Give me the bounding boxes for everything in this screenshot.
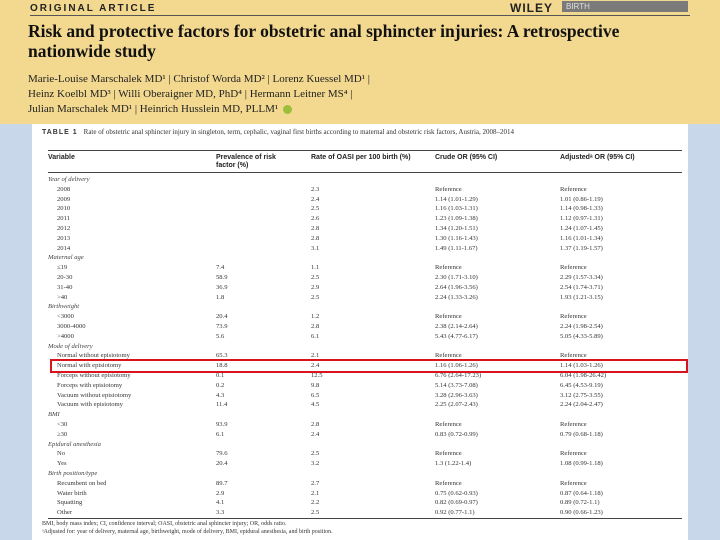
- table-cell: 0.75 (0.62-0.93): [435, 489, 478, 497]
- table-cell: 0.89 (0.72-1.1): [560, 499, 600, 507]
- table-cell: 2012: [57, 225, 71, 232]
- table-cell: 4.3: [216, 391, 225, 399]
- table-cell: 1.16 (1.06-1.26): [435, 362, 478, 370]
- table-row: [48, 449, 682, 459]
- table-section-row: [48, 440, 682, 450]
- table-cell: 1.16 (1.01-1.34): [560, 234, 603, 242]
- table-cell: 11.4: [216, 401, 228, 409]
- table-cell: 0.79 (0.68-1.18): [560, 430, 603, 438]
- table-cell: 1.23 (1.09-1.38): [435, 215, 478, 223]
- table-cell: 1.24 (1.07-1.45): [560, 225, 603, 232]
- table-cell: 2.8: [311, 225, 320, 232]
- column-header: Crude OR (95% CI): [435, 154, 498, 161]
- table-cell: BMI: [48, 411, 60, 419]
- table-cell: 1.37 (1.19-1.57): [560, 244, 603, 252]
- table-cell: 5.43 (4.77-6.17): [435, 332, 478, 340]
- table-cell: 9.8: [311, 381, 320, 389]
- table-cell: 93.9: [216, 421, 228, 428]
- table-section-row: [48, 410, 682, 420]
- table-cell: 79.6: [216, 450, 228, 458]
- table-cell: Reference: [435, 450, 462, 458]
- table-cell: 0.90 (0.66-1.23): [560, 509, 603, 517]
- table-cell: 2.9: [216, 489, 225, 497]
- table-cell: 2009: [57, 195, 71, 203]
- table-cell: 2.1: [311, 352, 320, 360]
- table-cell: Yes: [57, 460, 67, 468]
- table-cell: 2.8: [311, 421, 320, 428]
- table-cell: 36.9: [216, 283, 228, 291]
- table-cell: ≥30: [57, 430, 68, 438]
- table-cell: >4000: [57, 332, 74, 340]
- table-cell: 2.8: [311, 323, 320, 330]
- table-row: [48, 244, 682, 254]
- table-cell: 12.5: [311, 372, 323, 379]
- table-cell: 2.4: [311, 430, 320, 438]
- table-cell: 6.04 (1.98-26.42): [560, 372, 607, 379]
- table-cell: Mode of delivery: [48, 342, 93, 350]
- table-cell: 1.12 (0.97-1.31): [560, 215, 603, 223]
- table-cell: 1.3 (1.22-1.4): [435, 460, 472, 468]
- table-cell: 2.54 (1.74-3.71): [560, 283, 603, 291]
- table-cell: Reference: [560, 479, 587, 487]
- table-cell: 6.1: [216, 430, 225, 438]
- table-cell: 31-40: [57, 283, 73, 291]
- table-cell: 2.2: [311, 499, 320, 507]
- table-cell: 2011: [57, 215, 70, 223]
- table-cell: 2.5: [311, 205, 320, 213]
- table-row: [48, 293, 682, 303]
- table-cell: Water birth: [57, 489, 87, 497]
- table-cell: 2.5: [311, 293, 320, 301]
- table-cell: ≤19: [57, 264, 68, 272]
- table-row: [48, 214, 682, 224]
- table-cell: 65.3: [216, 352, 228, 360]
- table-cell: 1.1: [311, 264, 320, 272]
- table-row: [48, 489, 682, 499]
- table-cell: Reference: [435, 352, 462, 360]
- table-cell: 3.12 (2.75-3.55): [560, 391, 603, 399]
- highlight-box: [50, 359, 688, 373]
- table-cell: 6.76 (2.64-17.23): [435, 372, 482, 379]
- table-cell: 1.16 (1.03-1.31): [435, 205, 478, 213]
- orcid-icon[interactable]: [283, 105, 292, 114]
- table-row: [48, 234, 682, 244]
- table-cell: 2.24 (1.98-2.54): [560, 323, 603, 330]
- table-cell: 1.01 (0.86-1.19): [560, 195, 603, 203]
- table-cell: 1.14 (0.98-1.33): [560, 205, 603, 213]
- table-cell: 20-30: [57, 274, 73, 281]
- table-cell: 6.1: [311, 332, 320, 340]
- table-cell: Forceps with episiotomy: [57, 381, 123, 389]
- table-cell: <3000: [57, 313, 74, 321]
- table-cell: Reference: [560, 313, 587, 321]
- table-cell: Reference: [560, 264, 587, 272]
- table-cell: 2.5: [311, 274, 320, 281]
- table-cell: Maternal age: [48, 254, 84, 262]
- table-cell: Normal with episiotomy: [57, 362, 122, 370]
- journal-brand-box: BIRTH: [562, 1, 688, 12]
- table-section-row: [48, 175, 682, 185]
- table-cell: 2.5: [311, 509, 320, 517]
- column-header: Variable: [48, 154, 75, 161]
- table-cell: 18.8: [216, 362, 228, 370]
- table-cell: 0.2: [216, 381, 225, 389]
- table-cell: 1.14 (1.03-1.26): [560, 362, 603, 370]
- article-type-label: ORIGINAL ARTICLE: [30, 3, 157, 14]
- table-header-rule: [48, 172, 682, 173]
- table-row: [48, 195, 682, 205]
- table-cell: Reference: [435, 479, 462, 487]
- table-cell: 4.5: [311, 401, 320, 409]
- table-cell: 5.05 (4.33-5.89): [560, 332, 603, 340]
- table-cell: Vacuum with episiotomy: [57, 401, 123, 409]
- table-cell: Reference: [560, 450, 587, 458]
- table-cell: Reference: [435, 185, 462, 193]
- table-cell: 2.24 (1.33-3.26): [435, 293, 478, 301]
- table-caption: [42, 128, 682, 137]
- table-row: [48, 312, 682, 322]
- table-cell: 1.34 (1.20-1.51): [435, 225, 478, 232]
- table-row: [48, 204, 682, 214]
- table-cell: Squatting: [57, 499, 83, 507]
- table-cell: <30: [57, 421, 68, 428]
- table-cell: Recumbent on bed: [57, 479, 107, 487]
- table-row: [48, 273, 682, 283]
- table-cell: 3.28 (2.96-3.63): [435, 391, 478, 399]
- column-header: Prevalence of risk factor (%): [216, 154, 276, 169]
- table-cell: 2.38 (2.14-2.64): [435, 323, 478, 330]
- table-bottom-rule: [48, 518, 682, 519]
- table-row: [48, 381, 682, 391]
- table-cell: 3000-4000: [57, 323, 86, 330]
- table-cell: 2.7: [311, 479, 320, 487]
- table-cell: Reference: [435, 264, 462, 272]
- table-row: [48, 420, 682, 430]
- table-row: [48, 283, 682, 293]
- article-header: [0, 0, 720, 124]
- table-cell: 1.30 (1.16-1.43): [435, 234, 478, 242]
- table-cell: 6.5: [311, 391, 320, 399]
- table-cell: Normal without episiotomy: [57, 352, 130, 360]
- table-cell: Other: [57, 509, 73, 517]
- table-cell: No: [57, 450, 66, 458]
- table-row: [48, 391, 682, 401]
- table-cell: 1.2: [311, 313, 320, 321]
- table-cell: 2.9: [311, 283, 320, 291]
- table-cell: 4.1: [216, 499, 225, 507]
- table-row: [48, 479, 682, 489]
- table-cell: Reference: [560, 185, 587, 193]
- table-cell: 0.82 (0.69-0.97): [435, 499, 478, 507]
- table-cell: 0.87 (0.64-1.18): [560, 489, 603, 497]
- table-row: [48, 430, 682, 440]
- table-cell: 3.2: [311, 460, 320, 468]
- table-page: [32, 124, 688, 540]
- table-cell: 2.5: [311, 450, 320, 458]
- header-rule: [30, 15, 690, 16]
- author-line: Heinz Koelbl MD³ | Willi Oberaigner MD, PhD⁴ | Hermann Leitner MS⁴ |: [28, 88, 353, 100]
- table-cell: Reference: [435, 313, 462, 321]
- table-section-row: [48, 302, 682, 312]
- column-header: Adjustedᵃ OR (95% CI): [560, 154, 635, 161]
- table-row: [48, 459, 682, 469]
- table-section-row: [48, 253, 682, 263]
- table-cell: 3.3: [216, 509, 225, 517]
- author-line-text: Julian Marschalek MD¹ | Heinrich Husslein MD, PLLM¹: [28, 103, 279, 115]
- table-cell: Reference: [560, 421, 587, 428]
- table-cell: 2.1: [311, 489, 320, 497]
- author-list: [28, 72, 693, 117]
- table-row: [48, 400, 682, 410]
- table-section-row: [48, 469, 682, 479]
- table-cell: 5.14 (3.73-7.08): [435, 381, 478, 389]
- table-top-rule: [48, 150, 682, 151]
- article-title: Risk and protective factors for obstetric anal sphincter injuries: A retrospective nationwide study: [28, 21, 620, 61]
- publisher-logo: WILEY: [510, 1, 553, 15]
- table-cell: 2014: [57, 244, 71, 252]
- column-header: Rate of OASI per 100 birth (%): [311, 154, 411, 161]
- table-cell: 2.3: [311, 185, 320, 193]
- table-cell: 0.92 (0.77-1.1): [435, 509, 475, 517]
- table-cell: 89.7: [216, 479, 228, 487]
- table-cell: 58.9: [216, 274, 228, 281]
- table-cell: Year of delivery: [48, 176, 90, 183]
- table-row: [48, 508, 682, 518]
- table-cell: Forceps without episiotomy: [57, 372, 131, 379]
- table-cell: 2013: [57, 234, 71, 242]
- table-cell: 1.08 (0.99-1.18): [560, 460, 603, 468]
- table-cell: 6.45 (4.53-9.19): [560, 381, 603, 389]
- table-row: [48, 263, 682, 273]
- table-cell: Epidural anesthesia: [48, 440, 101, 448]
- table-row: [48, 322, 682, 332]
- table-cell: 73.9: [216, 323, 228, 330]
- table-cell: 0.83 (0.72-0.99): [435, 430, 478, 438]
- table-cell: 2.64 (1.96-3.56): [435, 283, 478, 291]
- table-cell: 2.4: [311, 195, 320, 203]
- table-cell: 2.25 (2.07-2.43): [435, 401, 478, 409]
- table-cell: Reference: [435, 421, 462, 428]
- table-cell: 2.4: [311, 362, 320, 370]
- table-footnote: BMI, body mass index; CI, confidence interval; OASI, obstetric anal sphincter injury; OR, odds ratio.: [42, 521, 287, 527]
- table-cell: 2.8: [311, 234, 320, 242]
- table-cell: 5.6: [216, 332, 225, 340]
- table-row: [48, 498, 682, 508]
- author-line: [28, 102, 693, 117]
- table-cell: 2.30 (1.71-3.10): [435, 274, 478, 281]
- author-line: Marie-Louise Marschalek MD¹ | Christof Worda MD² | Lorenz Kuessel MD¹ |: [28, 73, 370, 85]
- table-cell: Birth position/type: [48, 470, 98, 477]
- table-cell: 2008: [57, 185, 71, 193]
- table-cell: 2010: [57, 205, 71, 213]
- table-cell: Birthweight: [48, 303, 80, 311]
- table-label: TABLE 1: [42, 129, 78, 136]
- table-cell: 1.14 (1.01-1.29): [435, 195, 478, 203]
- table-row: [48, 185, 682, 195]
- table-row: [48, 224, 682, 234]
- table-cell: 20.4: [216, 460, 228, 468]
- table-cell: >40: [57, 293, 68, 301]
- table-cell: 2.6: [311, 215, 320, 223]
- table-cell: 3.1: [311, 244, 320, 252]
- table-caption-text: Rate of obstetric anal sphincter injury in singleton, term, cephalic, vaginal first births according to maternal and obstetric risk factors, Austria, 2008–2014: [83, 128, 515, 136]
- table-cell: 2.29 (1.57-3.34): [560, 274, 603, 281]
- table-cell: Reference: [560, 352, 587, 360]
- table-cell: 1.8: [216, 293, 225, 301]
- table-cell: 0.1: [216, 372, 225, 379]
- table-section-row: [48, 342, 682, 352]
- table-cell: Vacuum without episiotomy: [57, 391, 132, 399]
- table-cell: 1.49 (1.11-1.67): [435, 244, 478, 252]
- table-row: [48, 332, 682, 342]
- table-cell: 2.24 (2.04-2.47): [560, 401, 603, 409]
- table-footnote: ᵃAdjusted for: year of delivery, maternal age, birthweight, mode of delivery, BMI, epidural anesthesia, and birth position.: [42, 529, 333, 535]
- table-cell: 7.4: [216, 264, 225, 272]
- table-cell: 1.93 (1.21-3.15): [560, 293, 603, 301]
- table-cell: 20.4: [216, 313, 228, 321]
